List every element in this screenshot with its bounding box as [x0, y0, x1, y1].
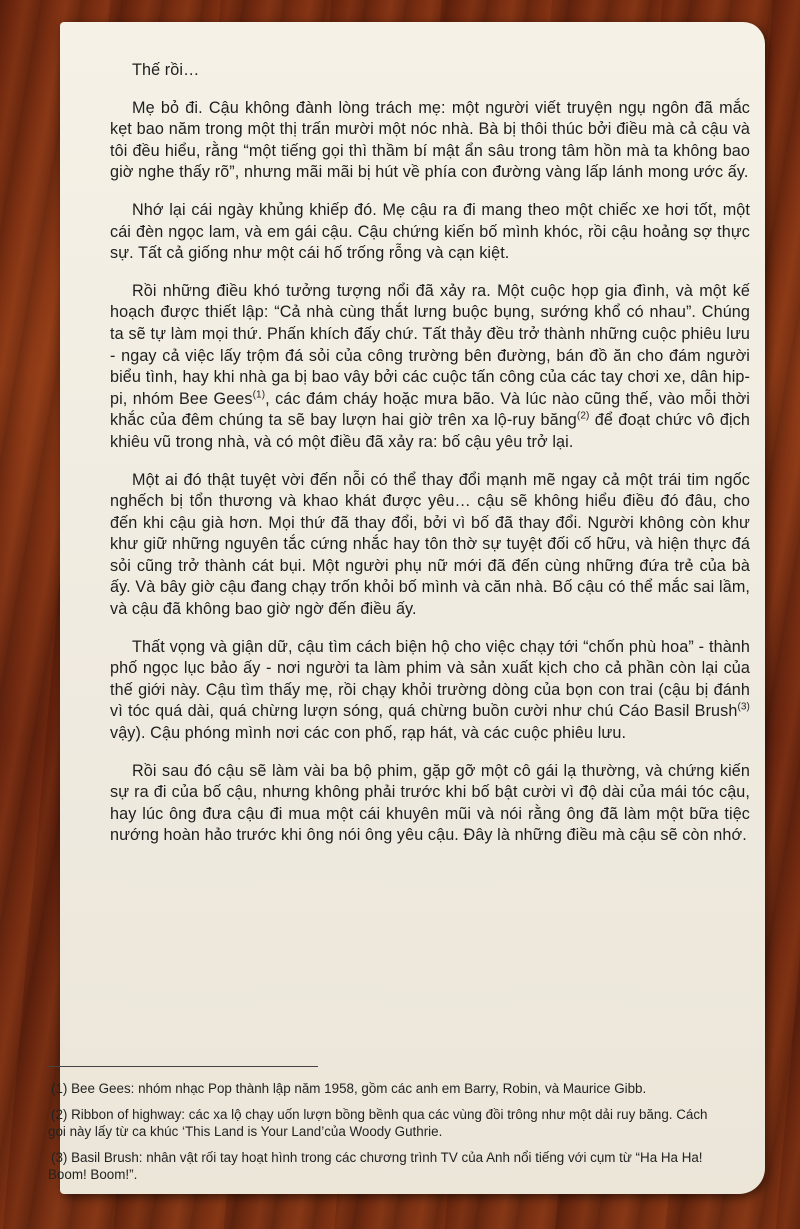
paragraph-2: Mẹ bỏ đi. Cậu không đành lòng trách mẹ: một người viết truyện ngụ ngôn đã mắc kẹt bao năm trong một thị trấn mười một nóc nhà. Bà bị thôi thúc bởi điều mà cả cậu và tôi đều hiểu, rằng “một tiếng gọi thì thầm bí mật ẩn sâu trong tâm hồn mà ta không bao giờ nghe thấy rõ”, nhưng mãi mãi bị hút về phía con đường vàng lấp lánh mong ước ấy.	[110, 98, 750, 182]
footnote-ref-2: (2)	[576, 410, 590, 422]
paragraph-7: Rồi sau đó cậu sẽ làm vài ba bộ phim, gặp gỡ một cô gái lạ thường, và chứng kiến sự ra đi của bố cậu, nhưng không phải trước khi bố bật cười vì độ dài của mái tóc cậu, hay lúc ông đưa cậu đi mua một cái khuyên mũi và nói rằng ông đã làm một bữa tiệc nướng hoàn hảo trước khi ông nói ông yêu cậu. Đây là những điều mà cậu sẽ còn nhớ.	[110, 761, 750, 845]
footnotes	[48, 1080, 708, 1192]
footnote-1: (1) Bee Gees: nhóm nhạc Pop thành lập năm 1958, gồm các anh em Barry, Robin, và Maurice Gibb.	[51, 1081, 647, 1096]
paragraph-opening: Thế rồi…	[132, 61, 200, 79]
paragraph-6-part-b: vậy). Cậu phóng mình nơi các con phố, rạp hát, và các cuộc phiêu lưu.	[110, 724, 627, 743]
paragraph-6-part-a: Thất vọng và giận dữ, cậu tìm cách biện hộ cho việc chạy tới “chốn phù hoa” - thành phố ngọc lục bảo ấy - nơi người ta làm phim và sản xuất kịch cho cả phần còn lại của thế giới này. Cậu tìm thấy mẹ, rồi chạy khỏi trường dòng của bọn con trai (cậu bị đánh vì tóc quá dài, quá chừng lượn sóng, quá chừng buồn cười như chú Cáo Basil Brush	[110, 637, 750, 721]
paragraph-5: Một ai đó thật tuyệt vời đến nỗi có thể thay đổi mạnh mẽ ngay cả một trái tim ngốc nghếch bị tổn thương và khao khát được yêu… cậu sẽ không hiểu điều đó đâu, cho đến khi cậu già hơn. Mọi thứ đã thay đổi, bởi vì bố đã thay đổi. Người không còn khư khư giữ những nguyên tắc cứng nhắc hay tôn thờ sự tuyệt đối cố hữu, và hiện thực đá sỏi cũng trở thành cát bụi. Một người phụ nữ mới đã đến cùng những đứa trẻ của bà ấy. Và bây giờ cậu đang chạy trốn khỏi bố mình và căn nhà. Bố cậu có thể mắc sai lầm, và cậu đã không bao giờ ngờ đến điều ấy.	[110, 470, 750, 619]
footnote-2: (2) Ribbon of highway: các xa lộ chạy uốn lượn bồng bềnh qua các vùng đồi trông như một dải ruy băng. Cách gọi này lấy từ ca khúc ‘This Land is Your Land’của Woody Guthrie.	[48, 1107, 708, 1139]
paragraph-4	[110, 281, 750, 454]
footnote-3: (3) Basil Brush: nhân vật rối tay hoạt hình trong các chương trình TV của Anh nổi tiếng với cụm từ “Ha Ha Ha! Boom! Boom!”.	[48, 1150, 703, 1182]
paragraph-4-part-b: , các đám cháy hoặc mưa bão. Và lúc nào cũng thế, vào mỗi thời khắc của đêm chúng ta sẽ bay lượn hai giờ trên xa lộ-ruy băng	[110, 389, 750, 430]
paragraph-3: Nhớ lại cái ngày khủng khiếp đó. Mẹ cậu ra đi mang theo một chiếc xe hơi tốt, một cái đèn ngọc lam, và em gái cậu. Cậu chứng kiến bố mình khóc, rồi cậu hoảng sợ thực sự. Tất cả giống như một cái hố trống rỗng và cạn kiệt.	[110, 200, 750, 263]
paragraph-4-part-c: để đoạt chức vô địch khiêu vũ trong nhà, và có một điều đã xảy ra: bố cậu yêu trở lại.	[110, 411, 750, 451]
paragraph-6	[110, 637, 750, 745]
paragraph-4-part-a: Rồi những điều khó tưởng tượng nổi đã xảy ra. Một cuộc họp gia đình, và một kế hoạch được thiết lập: “Cả nhà cùng thắt lưng buộc bụng, sướng khổ có nhau”. Chúng ta sẽ tự làm mọi thứ. Phấn khích đấy chứ. Tất thảy đều trở thành những cuộc phiêu lưu - ngay cả việc lấy trộm đá sỏi của công trường bên đường, bán đồ ăn cho đám người biểu tình, hay khi nhà ga bị bao vây bởi các cuộc tấn công của các tay chơi xe, dân hip-pi, nhóm Bee Gees	[110, 281, 750, 408]
footnote-ref-3: (3)	[737, 702, 750, 714]
book-page	[48, 22, 765, 1194]
footnote-ref-1: (1)	[252, 389, 266, 401]
footnote-divider	[48, 1066, 318, 1067]
page-body	[110, 60, 750, 863]
